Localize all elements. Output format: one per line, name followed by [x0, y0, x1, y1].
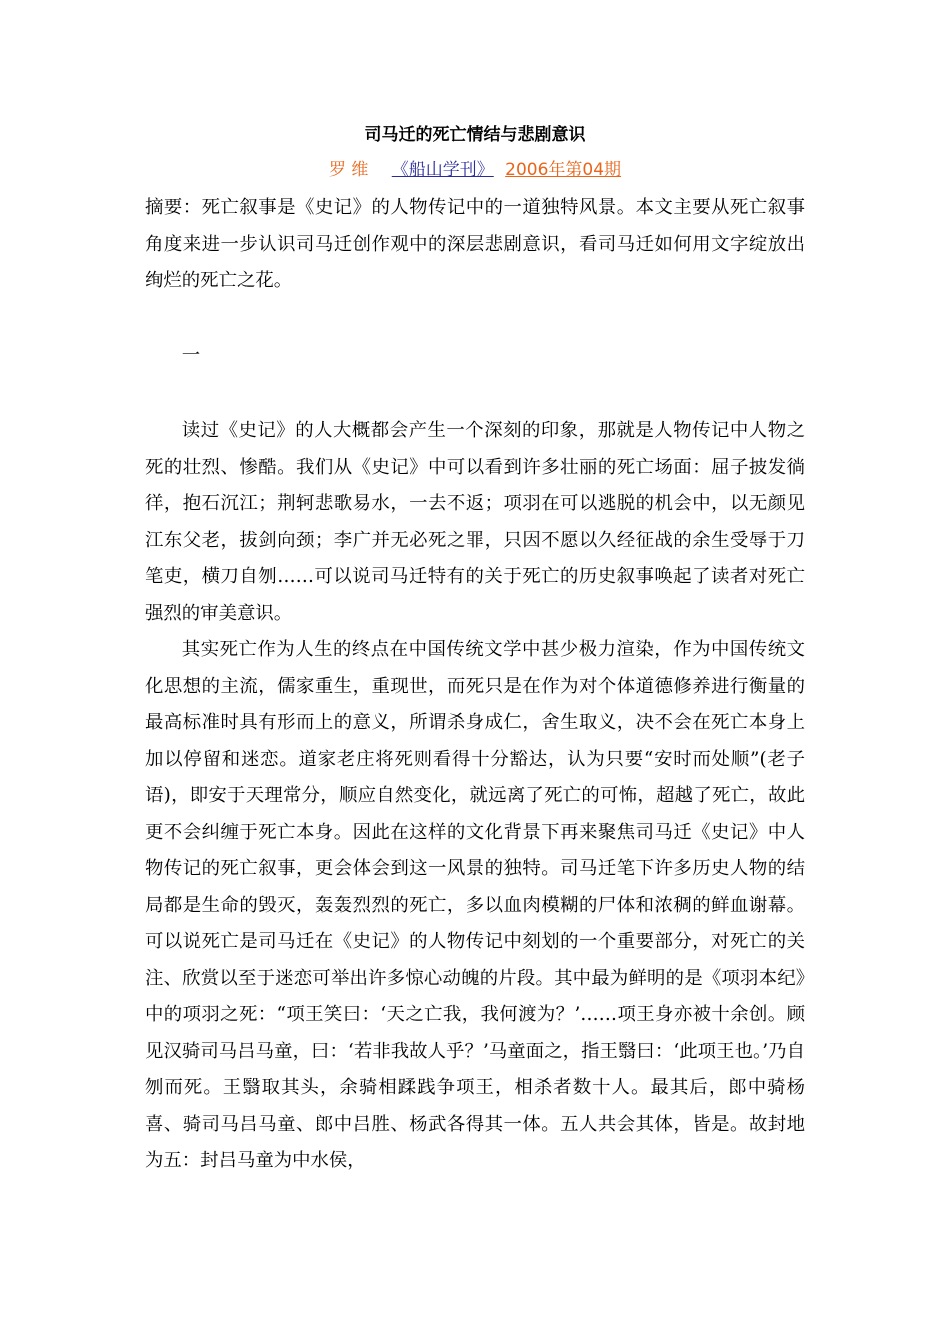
body-paragraph-2: 其实死亡作为人生的终点在中国传统文学中甚少极力渲染，作为中国传统文化思想的主流，儒家重生，重现世，而死只是在作为对个体道德修养进行衡量的最高标准时具有形而上的意义，所谓杀身成仁，舍生取义，决不会在死亡本身上加以停留和迷恋。道家老庄将死则看得十分豁达，认为只要“安时而处顺”(老子语)，即安于天理常分，顺应自然变化，就远离了死亡的可怖，超越了死亡，故此更不会纠缠于死亡本身。因此在这样的文化背景下再来聚焦司马迁《史记》中人物传记的死亡叙事，更会体会到这一风景的独特。司马迁笔下许多历史人物的结局都是生命的毁灭，轰轰烈烈的死亡，多以血肉模糊的尸体和浓稠的鲜血谢幕。可以说死亡是司马迁在《史记》的人物传记中刻划的一个重要部分，对死亡的关注、欣赏以至于迷恋可举出许多惊心动魄的片段。其中最为鲜明的是《项羽本纪》中的项羽之死：“项王笑曰：‘天之亡我，我何渡为？’……项王身亦被十余创。顾见汉骑司马吕马童，曰：‘若非我故人乎？’马童面之，指王翳曰：‘此项王也。’乃自刎而死。王翳取其头，余骑相蹂践争项王，相杀者数十人。最其后，郎中骑杨喜、骑司马吕马童、郎中吕胜、杨武各得其一体。五人共会其体，皆是。故封地为五：封吕马童为中水侯，	[145, 639, 805, 1171]
article-body	[145, 413, 805, 1180]
section-heading	[145, 338, 805, 375]
abstract	[145, 190, 805, 300]
body-paragraph-1: 读过《史记》的人大概都会产生一个深刻的印象，那就是人物传记中人物之死的壮烈、惨酷。我们从《史记》中可以看到许多壮丽的死亡场面：屈子披发徜徉，抱石沉江；荆轲悲歌易水，一去不返；项羽在可以逃脱的机会中，以无颜见江东父老，拔剑向颈；李广并无必死之罪，只因不愿以久经征战的余生受辱于刀笔吏，横刀自刎……可以说司马迁特有的关于死亡的历史叙事唤起了读者对死亡强烈的审美意识。	[145, 420, 805, 624]
author-name: 罗 维	[328, 160, 369, 180]
article-title: 司马迁的死亡情结与悲剧意识	[364, 125, 586, 145]
issue-link[interactable]: 2006年第04期	[505, 160, 622, 180]
abstract-text: 摘要：死亡叙事是《史记》的人物传记中的一道独特风景。本文主要从死亡叙事角度来进一步认识司马迁创作观中的深层悲剧意识，看司马迁如何用文字绽放出绚烂的死亡之花。	[145, 197, 805, 291]
journal-link[interactable]: 《船山学刊》	[391, 160, 494, 180]
section-number: 一	[181, 345, 201, 366]
article-byline	[0, 157, 950, 183]
